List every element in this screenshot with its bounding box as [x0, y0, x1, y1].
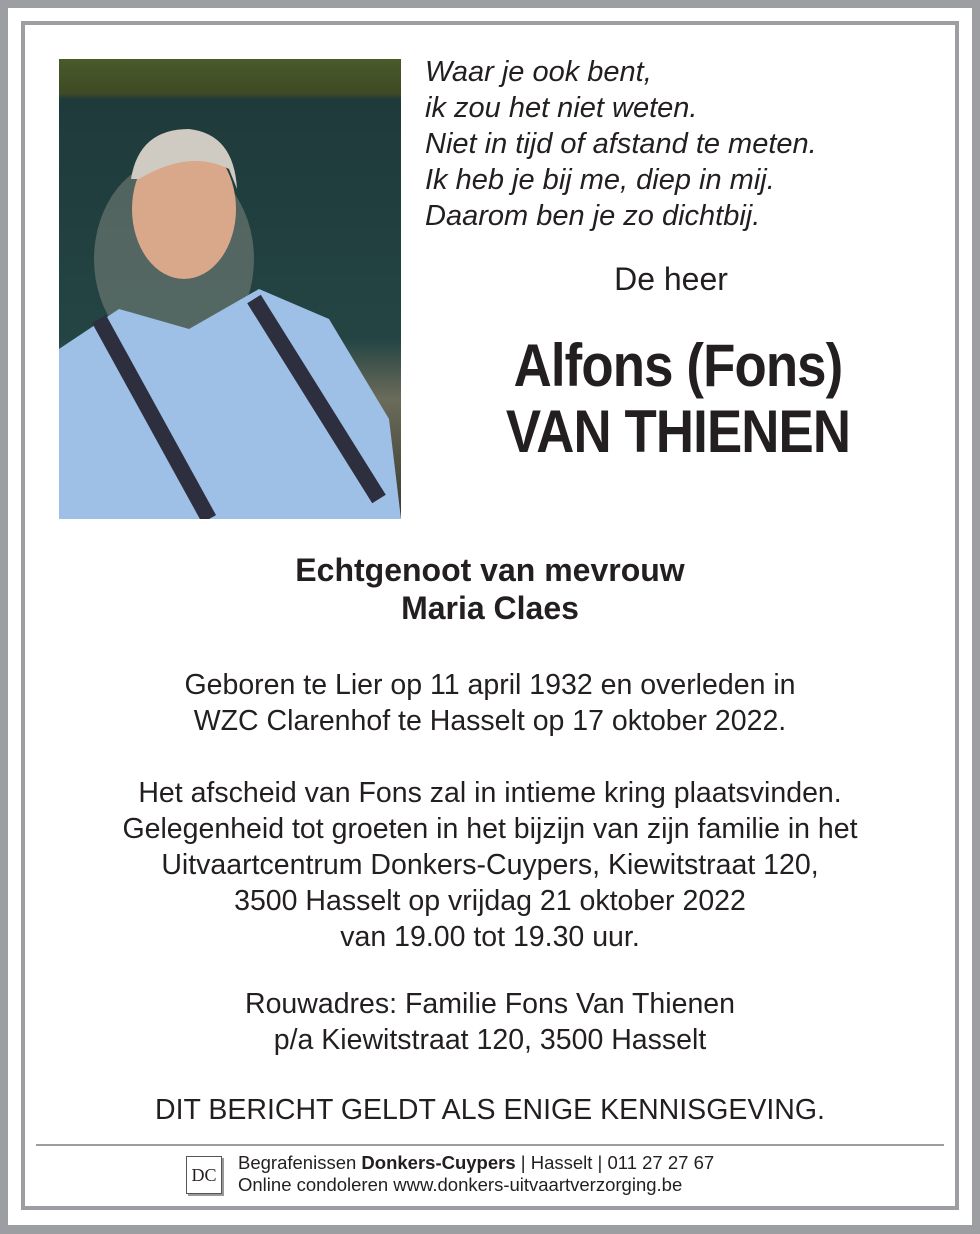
text-line: Uitvaartcentrum Donkers-Cuypers, Kiewitstraat 120, — [161, 849, 819, 881]
poem-line: Daarom ben je zo dichtbij. — [425, 200, 761, 232]
funeral-home-logo: DC — [186, 1156, 222, 1194]
mourning-address — [0, 986, 980, 1058]
title-prefix: De heer — [614, 261, 728, 297]
text-line: Geboren te Lier op 11 april 1932 en overleden in — [184, 669, 796, 701]
text-line: p/a Kiewitstraat 120, 3500 Hasselt — [273, 1024, 707, 1056]
spouse-line: Echtgenoot van mevrouw — [295, 552, 685, 588]
footer-prefix: Begrafenissen — [238, 1152, 362, 1173]
spouse-name: Maria Claes — [401, 590, 579, 626]
company-name: Donkers-Cuypers — [361, 1152, 516, 1173]
first-name: Alfons (Fons) — [513, 332, 843, 399]
condolence-link[interactable]: Online condoleren www.donkers-uitvaartverzorging.be — [238, 1174, 683, 1195]
text-line: Het afscheid van Fons zal in intieme kring plaatsvinden. — [138, 777, 842, 809]
poem-line: Ik heb je bij me, diep in mij. — [425, 164, 775, 196]
portrait-photo — [59, 59, 401, 519]
last-name: VAN THIENEN — [505, 398, 851, 465]
poem-line: Niet in tijd of afstand te meten. — [425, 128, 817, 160]
deceased-name — [469, 333, 888, 465]
text-line: WZC Clarenhof te Hasselt op 17 oktober 2022. — [193, 705, 787, 737]
poem-line: Waar je ook bent, — [425, 56, 652, 88]
footer — [238, 1152, 714, 1196]
birth-death-info — [0, 667, 980, 739]
notice-text: DIT BERICHT GELDT ALS ENIGE KENNISGEVING. — [155, 1094, 825, 1126]
poem-line: ik zou het niet weten. — [425, 92, 698, 124]
divider — [36, 1144, 944, 1146]
spouse — [0, 551, 980, 627]
footer-contact: | Hasselt | 011 27 27 67 — [515, 1152, 715, 1173]
text-line: van 19.00 tot 19.30 uur. — [340, 921, 640, 953]
text-line: 3500 Hasselt op vrijdag 21 oktober 2022 — [234, 885, 746, 917]
poem — [425, 54, 817, 234]
text-line: Rouwadres: Familie Fons Van Thienen — [244, 988, 736, 1020]
farewell-info — [0, 775, 980, 955]
text-line: Gelegenheid tot groeten in het bijzijn van zijn familie in het — [122, 813, 858, 845]
